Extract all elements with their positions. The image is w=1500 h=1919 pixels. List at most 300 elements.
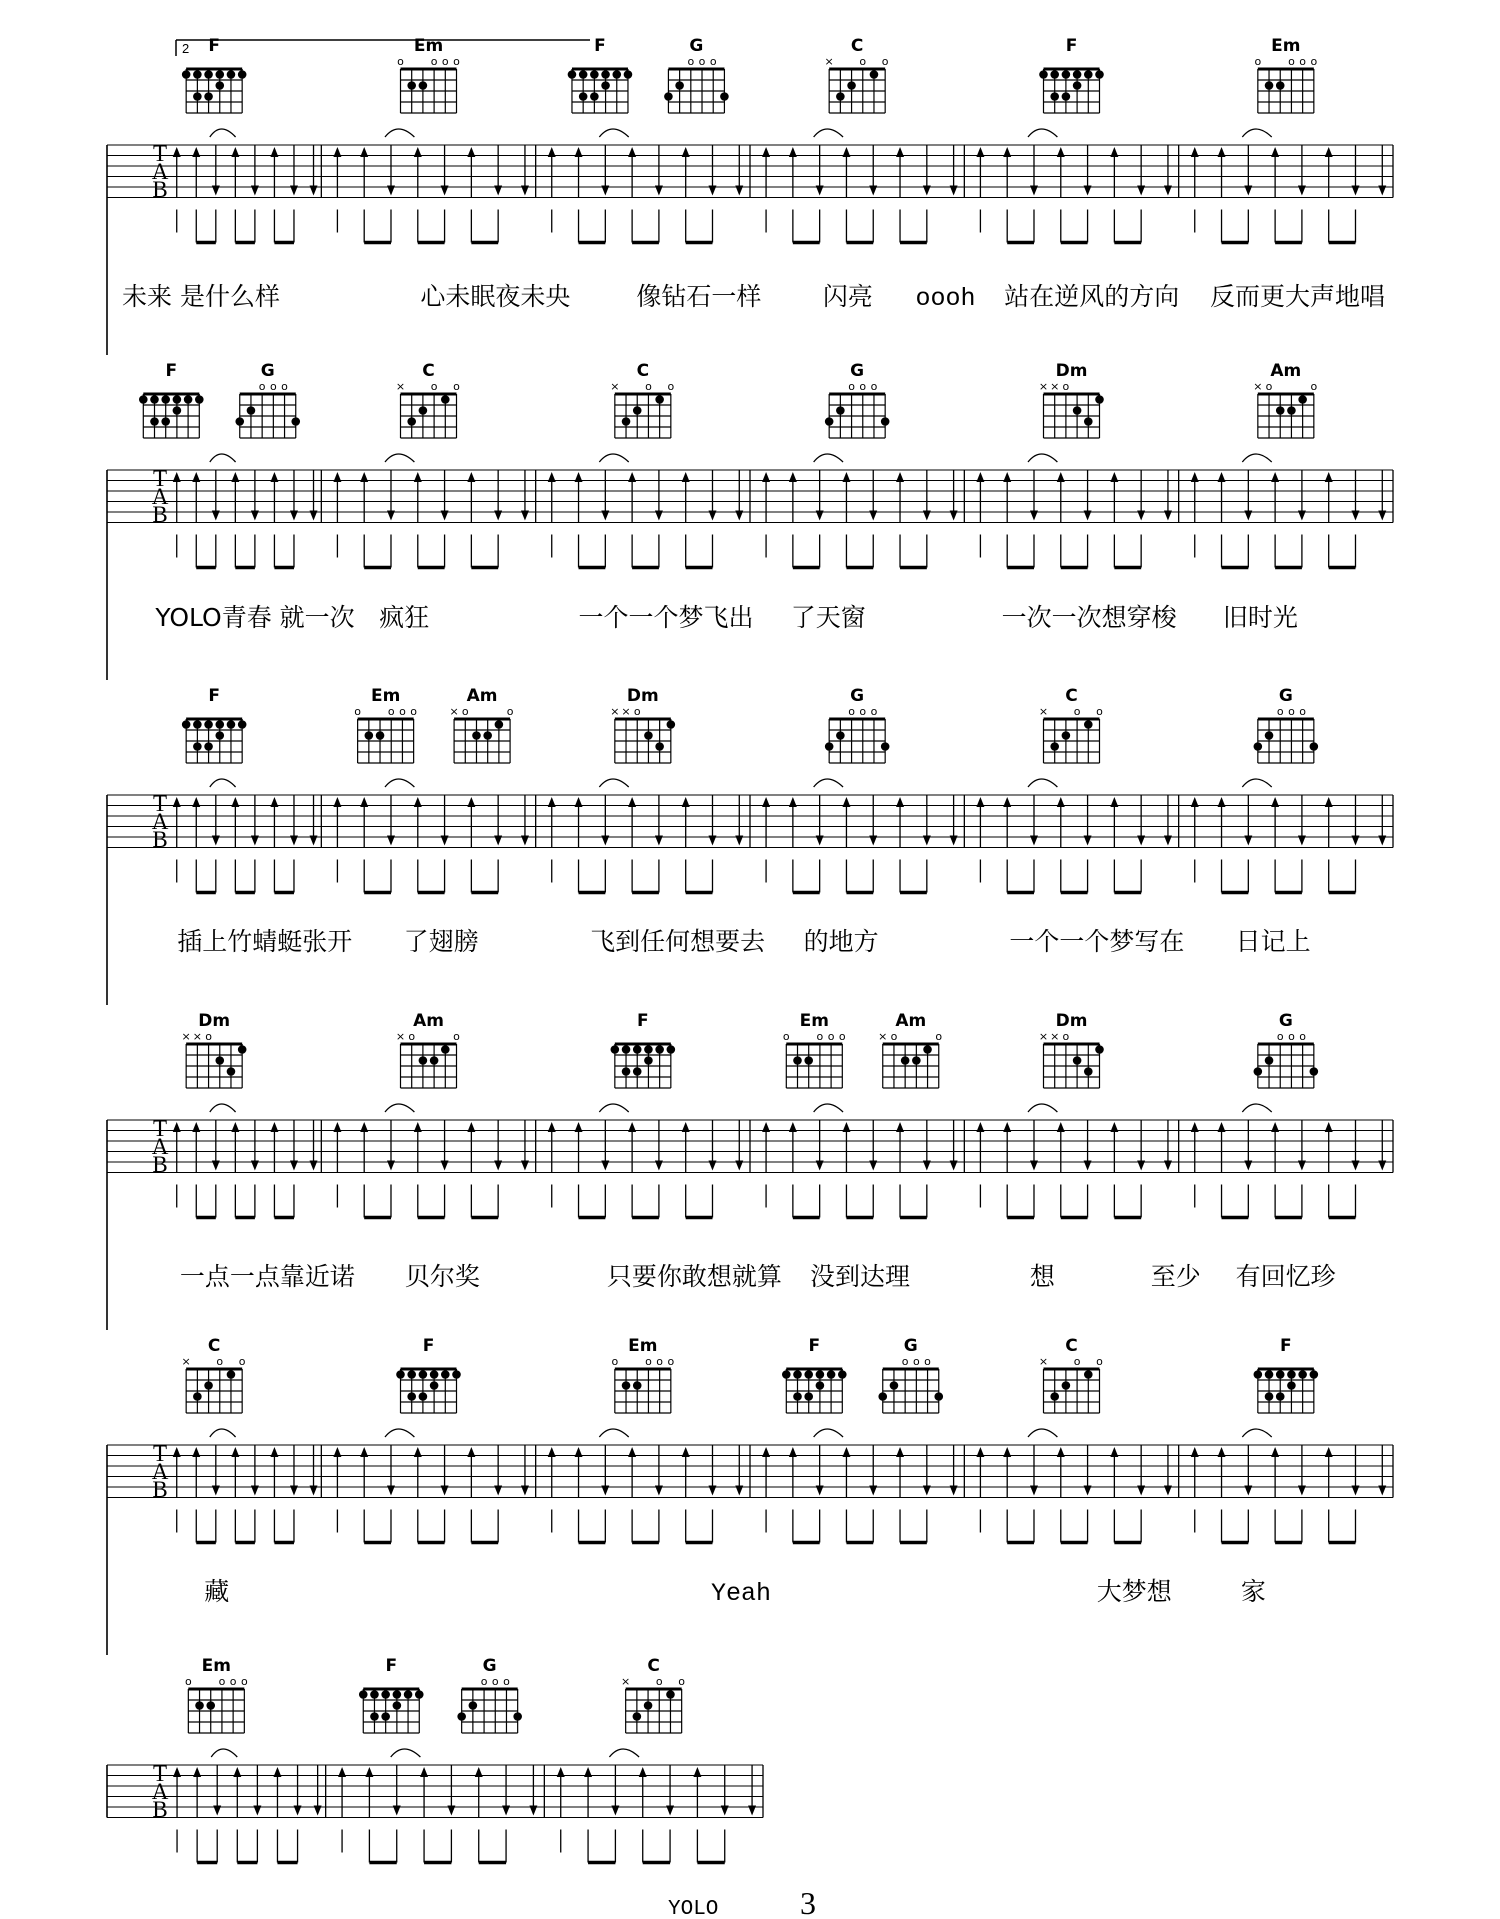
open-string-marker: o (1254, 55, 1262, 68)
chord-name: C (207, 1336, 221, 1356)
finger-dot (827, 1370, 836, 1379)
strum-measure (976, 129, 1172, 243)
chord-name: F (1065, 36, 1078, 56)
up-strum-arrow (1057, 1447, 1065, 1457)
down-strum-arrow (735, 511, 743, 521)
finger-dot (825, 417, 834, 426)
lyric-text: 至少 (1150, 1262, 1201, 1291)
chord-name: C (1065, 686, 1078, 706)
lyric-text: 一次一次想穿梭 (1001, 603, 1177, 632)
chord-name: Am (466, 686, 498, 706)
down-strum-arrow (1298, 186, 1306, 196)
down-strum-arrow (735, 1161, 743, 1171)
finger-dot (633, 1067, 642, 1076)
up-strum-arrow (233, 1767, 241, 1777)
finger-dot (1265, 731, 1274, 740)
chord-name: G (482, 1656, 497, 1676)
open-string-marker: o (709, 55, 717, 68)
finger-dot (1265, 1056, 1274, 1065)
down-strum-arrow (655, 1161, 663, 1171)
up-strum-arrow (762, 147, 770, 157)
up-strum-arrow (1325, 1122, 1333, 1132)
tie-arc (210, 454, 236, 462)
strum-measure (976, 1429, 1172, 1543)
finger-dot (816, 1381, 825, 1390)
tab-clef-letter: T (152, 791, 168, 816)
finger-dot (227, 70, 236, 79)
open-string-marker: o (430, 55, 438, 68)
open-string-marker: o (935, 1030, 943, 1043)
down-strum-arrow (494, 836, 502, 846)
finger-dot (1254, 742, 1263, 751)
muted-string-marker: × (1038, 380, 1049, 393)
up-strum-arrow (548, 147, 556, 157)
up-strum-arrow (1325, 1447, 1333, 1457)
open-string-marker: o (1062, 380, 1070, 393)
down-strum-arrow (1030, 836, 1038, 846)
up-strum-arrow (896, 1122, 904, 1132)
strum-measure (333, 1429, 529, 1543)
up-strum-arrow (1271, 1447, 1279, 1457)
finger-dot (1073, 406, 1082, 415)
finger-dot (644, 1701, 653, 1710)
up-strum-arrow (360, 1122, 368, 1132)
up-strum-arrow (414, 1122, 422, 1132)
open-string-marker: o (238, 1355, 246, 1368)
down-strum-arrow (950, 186, 958, 196)
up-strum-arrow (682, 147, 690, 157)
lyric-text: oooh (915, 284, 976, 313)
up-strum-arrow (1191, 1447, 1199, 1457)
up-strum-arrow (628, 797, 636, 807)
up-strum-arrow (575, 797, 583, 807)
tie-arc (1028, 779, 1057, 787)
down-strum-arrow (1137, 1161, 1145, 1171)
chord-diagram (396, 1336, 461, 1413)
up-strum-arrow (475, 1767, 483, 1777)
up-strum-arrow (557, 1767, 565, 1777)
finger-dot (215, 731, 224, 740)
finger-dot (1073, 70, 1082, 79)
finger-dot (1254, 1067, 1263, 1076)
finger-dot (206, 1701, 215, 1710)
chord-name: Am (1270, 361, 1302, 381)
up-strum-arrow (842, 472, 850, 482)
open-string-marker: o (645, 1355, 652, 1368)
up-strum-arrow (1191, 797, 1199, 807)
chord-name: C (422, 361, 435, 381)
finger-dot (393, 1690, 402, 1699)
lyric-text: 了天窗 (790, 603, 866, 632)
muted-string-marker: × (192, 1030, 202, 1043)
tie-arc (210, 129, 236, 137)
finger-dot (878, 1392, 887, 1401)
down-strum-arrow (1164, 836, 1172, 846)
tab-clef-letter: A (151, 159, 169, 184)
finger-dot (793, 1056, 802, 1065)
open-string-marker: o (410, 705, 418, 718)
finger-dot (1062, 1381, 1071, 1390)
finger-dot (890, 1381, 899, 1390)
down-strum-arrow (923, 186, 931, 196)
page-footer (668, 1885, 816, 1919)
up-strum-arrow (1271, 472, 1279, 482)
chord-name: Em (201, 1656, 231, 1676)
finger-dot (215, 1056, 224, 1065)
tab-clef-letter: B (152, 502, 168, 527)
up-strum-arrow (789, 1447, 797, 1457)
finger-dot (1073, 1056, 1082, 1065)
open-string-marker: o (859, 705, 867, 718)
up-strum-arrow (584, 1767, 592, 1777)
chord-name: G (689, 36, 704, 56)
chord-name: F (422, 1336, 435, 1356)
up-strum-arrow (842, 797, 850, 807)
strum-measure (762, 1429, 958, 1543)
up-strum-arrow (548, 1447, 556, 1457)
open-string-marker: o (859, 55, 867, 68)
finger-dot (215, 720, 224, 729)
finger-dot (836, 406, 845, 415)
tie-arc (609, 1749, 639, 1757)
muted-string-marker: × (449, 705, 459, 718)
finger-dot (238, 1045, 247, 1054)
open-string-marker: o (453, 1030, 460, 1043)
down-strum-arrow (1244, 186, 1252, 196)
tab-clef-letter: T (152, 141, 168, 166)
up-strum-arrow (896, 1447, 904, 1457)
up-strum-arrow (333, 1447, 341, 1457)
finger-dot (664, 92, 673, 101)
finger-dot (667, 720, 676, 729)
chord-name: F (637, 1011, 649, 1031)
chord-name: F (385, 1656, 398, 1676)
down-strum-arrow (816, 186, 824, 196)
finger-dot (644, 731, 653, 740)
up-strum-arrow (1218, 797, 1226, 807)
down-strum-arrow (441, 1161, 449, 1171)
chord-diagram (457, 1656, 522, 1733)
chord-name: G (1278, 686, 1293, 706)
down-strum-arrow (869, 1486, 877, 1496)
finger-dot (472, 731, 481, 740)
tie-arc (210, 779, 236, 787)
up-strum-arrow (1003, 797, 1011, 807)
strum-measure (173, 454, 318, 568)
up-strum-arrow (173, 1447, 181, 1457)
down-strum-arrow (816, 1486, 824, 1496)
up-strum-arrow (365, 1767, 373, 1777)
finger-dot (1050, 70, 1059, 79)
chord-diagram (1253, 361, 1317, 438)
up-strum-arrow (575, 1447, 583, 1457)
down-strum-arrow (655, 836, 663, 846)
tab-clef-letter: B (152, 1477, 168, 1502)
down-strum-arrow (735, 836, 743, 846)
finger-dot (204, 1381, 213, 1390)
up-strum-arrow (842, 1447, 850, 1457)
finger-dot (227, 720, 236, 729)
down-strum-arrow (290, 511, 298, 521)
up-strum-arrow (548, 1122, 556, 1132)
up-strum-arrow (1271, 797, 1279, 807)
finger-dot (393, 1701, 402, 1710)
chord-name: Am (413, 1011, 444, 1031)
finger-dot (1084, 1370, 1093, 1379)
down-strum-arrow (294, 1806, 302, 1816)
lyric-text: 旧时光 (1222, 603, 1298, 632)
down-strum-arrow (923, 1486, 931, 1496)
up-strum-arrow (414, 472, 422, 482)
chord-diagram (621, 1656, 685, 1733)
tie-arc (814, 129, 843, 137)
lyric-text: 像钻石一样 (636, 282, 762, 311)
tab-system (107, 1656, 763, 1863)
chord-diagram (1254, 686, 1319, 763)
tie-arc (1242, 1429, 1271, 1437)
open-string-marker: o (240, 1675, 248, 1688)
finger-dot (161, 417, 170, 426)
finger-dot (1298, 1370, 1307, 1379)
down-strum-arrow (1084, 1161, 1092, 1171)
tab-clef-letter: A (151, 1779, 169, 1804)
chord-name: C (1065, 1336, 1078, 1356)
open-string-marker: o (387, 705, 395, 718)
down-strum-arrow (441, 1486, 449, 1496)
finger-dot (247, 406, 256, 415)
chord-diagram (359, 1656, 424, 1733)
chord-diagram (449, 686, 513, 763)
finger-dot (370, 1712, 379, 1721)
finger-dot (633, 1712, 642, 1721)
lyric-text: 有回忆珍 (1235, 1262, 1336, 1291)
strum-measure (548, 1104, 744, 1218)
down-strum-arrow (601, 836, 609, 846)
finger-dot (655, 395, 664, 404)
finger-dot (1287, 1381, 1296, 1390)
open-string-marker: o (678, 1675, 686, 1688)
chord-name: Dm (626, 686, 659, 706)
tie-arc (385, 779, 414, 787)
up-strum-arrow (360, 797, 368, 807)
down-strum-arrow (1244, 1486, 1252, 1496)
up-strum-arrow (548, 797, 556, 807)
lyric-text: 一个一个梦飞出 (578, 603, 754, 632)
up-strum-arrow (1218, 147, 1226, 157)
tab-clef-letter: B (152, 1152, 168, 1177)
down-strum-arrow (212, 186, 220, 196)
up-strum-arrow (270, 1122, 278, 1132)
finger-dot (1095, 1045, 1104, 1054)
up-strum-arrow (414, 797, 422, 807)
up-strum-arrow (1325, 472, 1333, 482)
open-string-marker: o (281, 380, 288, 393)
open-string-marker: o (1096, 705, 1103, 718)
down-strum-arrow (387, 1161, 395, 1171)
strum-measure (976, 454, 1172, 568)
chord-name: Dm (1055, 361, 1088, 381)
finger-dot (419, 1392, 428, 1401)
down-strum-arrow (290, 1486, 298, 1496)
open-string-marker: o (656, 1355, 664, 1368)
strum-measure (338, 1749, 537, 1863)
up-strum-arrow (1057, 147, 1065, 157)
up-strum-arrow (896, 472, 904, 482)
finger-dot (238, 720, 247, 729)
up-strum-arrow (842, 1122, 850, 1132)
finger-dot (1050, 742, 1059, 751)
down-strum-arrow (1164, 1161, 1172, 1171)
down-strum-arrow (494, 186, 502, 196)
strum-measure (976, 1104, 1172, 1218)
chord-name: G (850, 361, 865, 381)
finger-dot (1095, 395, 1104, 404)
tie-arc (1028, 1429, 1057, 1437)
chord-name: F (1280, 1336, 1292, 1356)
finger-dot (881, 742, 890, 751)
up-strum-arrow (192, 1122, 200, 1132)
chord-diagram (1039, 36, 1104, 113)
strum-measure (333, 454, 529, 568)
lyric-text: 飞到任何想要去 (590, 927, 766, 956)
up-strum-arrow (976, 1122, 984, 1132)
down-strum-arrow (655, 1486, 663, 1496)
down-strum-arrow (1351, 186, 1359, 196)
chord-diagram (782, 1336, 847, 1413)
down-strum-arrow (529, 1806, 537, 1816)
lyric-text: YOLO青春 就一次 (155, 603, 355, 632)
down-strum-arrow (950, 1161, 958, 1171)
up-strum-arrow (231, 1447, 239, 1457)
tie-arc (385, 1429, 414, 1437)
finger-dot (793, 1392, 802, 1401)
down-strum-arrow (950, 1486, 958, 1496)
muted-string-marker: × (1038, 1030, 1049, 1043)
tab-clef-letter: A (151, 1459, 169, 1484)
finger-dot (923, 1045, 932, 1054)
up-strum-arrow (789, 1122, 797, 1132)
lyric-text: Yeah (710, 1579, 772, 1608)
down-strum-arrow (601, 186, 609, 196)
finger-dot (469, 1701, 478, 1710)
up-strum-arrow (270, 797, 278, 807)
finger-dot (720, 92, 729, 101)
lyric-text: 贝尔奖 (404, 1262, 480, 1291)
finger-dot (1276, 406, 1285, 415)
chord-name: G (903, 1336, 918, 1356)
down-strum-arrow (816, 511, 824, 521)
down-strum-arrow (708, 186, 716, 196)
strum-measure (762, 1104, 958, 1218)
up-strum-arrow (1218, 472, 1226, 482)
finger-dot (1039, 70, 1048, 79)
up-strum-arrow (762, 472, 770, 482)
down-strum-arrow (1351, 1486, 1359, 1496)
down-strum-arrow (393, 1806, 401, 1816)
chord-diagram (1039, 1336, 1103, 1413)
tab-clef-letter: B (152, 177, 168, 202)
chord-name: Em (628, 1336, 658, 1356)
finger-dot (430, 1370, 439, 1379)
finger-dot (881, 417, 890, 426)
strum-measure (173, 1104, 318, 1218)
tab-clef-letter: T (152, 1761, 168, 1786)
down-strum-arrow (1298, 1486, 1306, 1496)
finger-dot (404, 1690, 413, 1699)
up-strum-arrow (628, 472, 636, 482)
down-strum-arrow (1084, 511, 1092, 521)
finger-dot (161, 395, 170, 404)
up-strum-arrow (575, 472, 583, 482)
finger-dot (204, 92, 213, 101)
muted-string-marker: × (395, 380, 406, 393)
strum-measure (762, 129, 958, 243)
open-string-marker: o (430, 380, 438, 393)
up-strum-arrow (338, 1767, 346, 1777)
lyric-text: 大梦想 (1096, 1577, 1172, 1606)
up-strum-arrow (976, 472, 984, 482)
finger-dot (215, 70, 224, 79)
down-strum-arrow (923, 836, 931, 846)
down-strum-arrow (816, 836, 824, 846)
up-strum-arrow (467, 147, 475, 157)
chord-diagram (182, 686, 247, 763)
up-strum-arrow (333, 1122, 341, 1132)
finger-dot (1287, 406, 1296, 415)
finger-dot (173, 395, 182, 404)
finger-dot (1287, 1370, 1296, 1379)
up-strum-arrow (1218, 1447, 1226, 1457)
up-strum-arrow (575, 147, 583, 157)
up-strum-arrow (1003, 1122, 1011, 1132)
open-string-marker: o (924, 1355, 931, 1368)
tie-arc (1242, 129, 1271, 137)
open-string-marker: o (229, 1675, 237, 1688)
strum-measure (173, 779, 318, 893)
finger-dot (1050, 1392, 1059, 1401)
down-strum-arrow (251, 1161, 259, 1171)
tie-arc (211, 1749, 237, 1757)
up-strum-arrow (333, 147, 341, 157)
finger-dot (838, 1370, 847, 1379)
open-string-marker: o (1073, 705, 1081, 718)
footer-title: YOLO (668, 1898, 719, 1919)
open-string-marker: o (461, 705, 469, 718)
down-strum-arrow (950, 511, 958, 521)
tie-arc (391, 1749, 421, 1757)
down-strum-arrow (441, 511, 449, 521)
chord-name: F (808, 1336, 821, 1356)
lyric-text: 插上竹蜻蜓张开 (177, 927, 353, 956)
down-strum-arrow (310, 1486, 318, 1496)
chord-diagram (1039, 686, 1103, 763)
finger-dot (782, 1370, 791, 1379)
finger-dot (227, 1370, 236, 1379)
strum-measure (548, 129, 744, 243)
down-strum-arrow (310, 186, 318, 196)
down-strum-arrow (1298, 511, 1306, 521)
open-string-marker: o (453, 380, 460, 393)
tab-system (107, 1336, 1393, 1655)
finger-dot (139, 395, 148, 404)
down-strum-arrow (494, 1161, 502, 1171)
finger-dot (204, 720, 213, 729)
chord-name: Em (799, 1011, 829, 1031)
up-strum-arrow (1271, 147, 1279, 157)
chord-name: F (165, 361, 178, 381)
down-strum-arrow (251, 836, 259, 846)
up-strum-arrow (976, 1447, 984, 1457)
